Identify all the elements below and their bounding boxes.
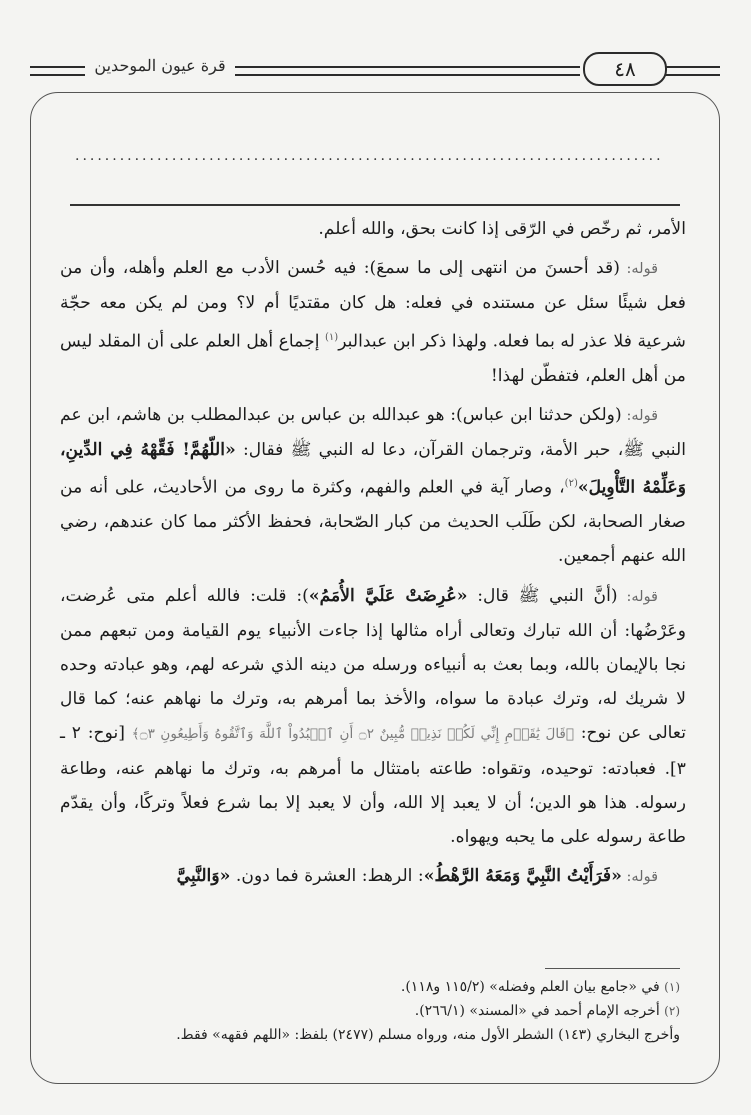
footnote-ref: (٢) bbox=[564, 478, 578, 490]
text-run: ): قلت: فالله أعلم متى عُرضت، وعَرْضُها: أن الله تبارك وتعالى أراه مثالها إذا جاءت الأنبياء يوم القيامة ومن تبعهم ممن نجا بالإيمان بالله، وبما بعث به أنبياءه ورسله من دينه الذي شرعه لهم، وهو عبادته وحده لا شريك له، وترك عبادة ما سواه، والأخذ بما أمرهم به، وترك ما نهاهم عنه؛ كما قال تعالى عن نوح: bbox=[60, 585, 686, 744]
page-number: ٤٨ bbox=[583, 52, 667, 86]
footnote-number: (٢) bbox=[664, 1004, 680, 1018]
footnote-number: (١) bbox=[664, 980, 680, 994]
footnote-text: وأخرج البخاري (١٤٣) الشطر الأول منه، ورواه مسلم (٢٤٧٧) بلفظ: «اللهم فقهه» فقط. bbox=[176, 1027, 680, 1043]
paragraph bbox=[60, 212, 686, 246]
text-run: (ولكن حدثنا ابن عباس): هو عبدالله بن عباس بن عبدالمطلب بن هاشم، ابن عم النبي ﷺ، حبر الأمة، وترجمان القرآن، دعا له النبي ﷺ فقال: bbox=[60, 404, 687, 460]
footnote-text: في «جامع بيان العلم وفضله» (١١٥/٢ و١١٨). bbox=[400, 979, 660, 995]
header-rule-left bbox=[30, 66, 85, 76]
text-run: (أنَّ النبي ﷺ قال: bbox=[467, 585, 618, 606]
section-separator bbox=[70, 204, 680, 206]
qawluh-label: قوله: bbox=[617, 588, 658, 605]
paragraph bbox=[60, 398, 686, 574]
body-text bbox=[60, 212, 686, 899]
text-run: (قد أحسنَ من انتهى إلى ما سمعَ): فيه حُسن الأدب مع العلم وأهله، وأن من فعل شيئًا سئل عن مستنده في فعله: هل كان مقتديًا أم لا؟ ومن لم يكن معه حجّة شرعية فلا عذر له بما فعله. ولهذا ذكر ابن عبدالبر bbox=[60, 258, 686, 352]
footnote bbox=[75, 999, 680, 1023]
text-run: الأمر، ثم رخّص في الرّقى إذا كانت بحق، والله أعلم. bbox=[318, 219, 686, 239]
text-run: : الرهط: العشرة فما دون. bbox=[230, 866, 424, 887]
page-header bbox=[30, 52, 720, 92]
dotted-line: ............................................................................... bbox=[75, 148, 664, 164]
qawluh-label: قوله: bbox=[621, 407, 659, 424]
footnote bbox=[75, 1023, 680, 1047]
quran-verse: ﴿قَالَ يَٰقَوۡمِ إِنِّي لَكُمۡ نَذِيرٞ مُّبِينٌ ۝٢ أَنِ ٱعۡبُدُواْ ٱللَّهَ وَٱتَّقُوهُ وَأَطِيعُونِ ۝٣﴾ bbox=[131, 726, 574, 743]
paragraph bbox=[60, 859, 686, 894]
hadith-text: «عُرِضَتْ عَلَيَّ الأُمَمُ» bbox=[308, 585, 468, 606]
footnotes bbox=[75, 975, 680, 1047]
hadith-text: «اللّهُمَّ! فَقِّهْهُ فِي الدِّينِ، وَعَلِّمْهُ التَّأْوِيلَ» bbox=[60, 439, 686, 498]
footnote-ref: (١) bbox=[325, 331, 339, 343]
paragraph bbox=[60, 579, 686, 855]
footnote bbox=[75, 975, 680, 999]
footnote-text: أخرجه الإمام أحمد في «المسند» (٢٦٦/١). bbox=[414, 1003, 660, 1019]
qawluh-label: قوله: bbox=[621, 869, 658, 886]
hadith-text: «فَرَأَيْتُ النَّبِيَّ وَمَعَهُ الرَّهْطُ» bbox=[423, 866, 622, 887]
text-run: إجماع أهل العلم على أن المقلد ليس من أهل العلم، فتفطّن لهذا! bbox=[60, 331, 686, 386]
text-run: ، وصار آية في العلم والفهم، وكثرة ما روى من الأحاديث، على أنه من صغار الصحابة، لكن طَلَب الحديث من كبار الصّحابة، فحفظ الأكثر مما كان عندهم، رضي الله عنهم أجمعين. bbox=[60, 477, 686, 567]
book-title: قرة عيون الموحدين bbox=[94, 56, 226, 75]
qawluh-label: قوله: bbox=[619, 261, 659, 278]
header-rule-middle bbox=[235, 66, 580, 76]
text-run: [نوح: ٢ ـ ٣]. فعبادته: توحيده، وتقواه: طاعته بامتثال ما أمرهم به، وترك ما نهاهم عنه، وطاعة رسوله. هذا هو الدين؛ أن لا يعبد إلا الله، وأن لا يعبد إلا بما شرع فعلاً وتركًا، وأن يقدّم طاعة رسوله على ما يحبه ويهواه. bbox=[60, 723, 686, 847]
paragraph bbox=[60, 251, 686, 393]
footnote-separator bbox=[545, 968, 680, 969]
header-rule-right bbox=[665, 66, 720, 76]
hadith-text: «وَالنَّبِيَّ bbox=[176, 866, 231, 887]
